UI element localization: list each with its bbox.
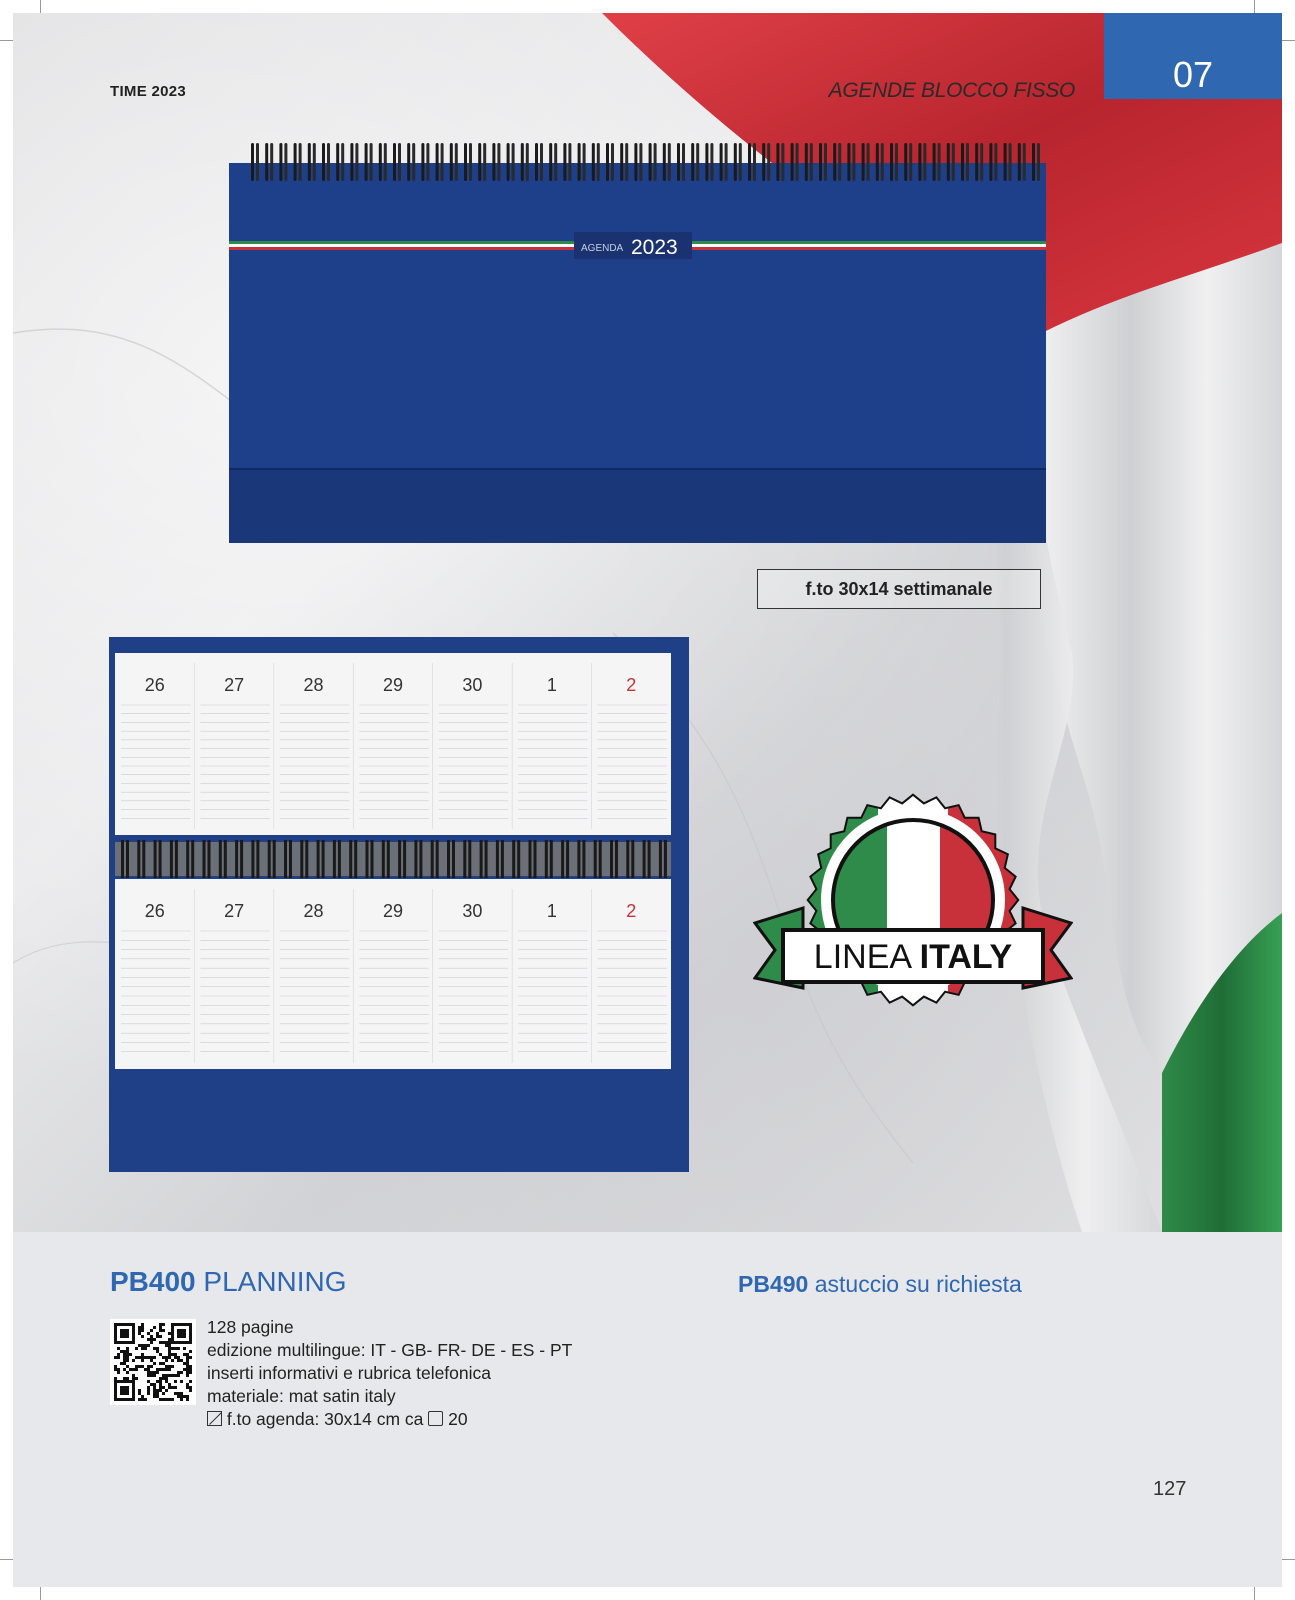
spiral-ring — [305, 840, 308, 878]
spiral-ring — [492, 143, 495, 181]
spiral-ring — [419, 840, 422, 878]
spiral-ring — [862, 143, 865, 181]
spiral-ring — [563, 143, 566, 181]
spiral-ring — [268, 840, 271, 878]
spiral-ring — [938, 143, 941, 181]
spiral-ring — [1032, 143, 1035, 181]
page-number: 127 — [1153, 1478, 1187, 1500]
spiral-ring — [947, 143, 950, 181]
spiral-ring — [455, 143, 458, 181]
spiral-ring — [208, 840, 211, 878]
badge-text-bold: ITALY — [919, 938, 1013, 976]
spiral-ring — [365, 143, 368, 181]
day-number: 1 — [546, 901, 557, 921]
spiral-ring — [847, 143, 850, 181]
spiral-ring — [517, 840, 520, 878]
spiral-ring — [1037, 143, 1040, 181]
spiral-ring — [923, 143, 926, 181]
spec-line: edizione multilingue: IT - GB- FR- DE - ES - PT — [207, 1340, 573, 1360]
spiral-ring — [235, 840, 238, 878]
spiral-ring — [121, 840, 124, 878]
day-number: 1 — [546, 675, 557, 695]
product-title — [110, 1266, 347, 1298]
spiral-ring — [691, 143, 694, 181]
spiral-ring — [521, 143, 524, 181]
product-name: PLANNING — [195, 1266, 347, 1297]
spiral-ring — [626, 840, 629, 878]
spiral-ring — [668, 143, 671, 181]
spiral-ring — [300, 840, 303, 878]
spiral-ring — [219, 840, 222, 878]
spiral-ring — [631, 840, 634, 878]
spiral-ring — [682, 143, 685, 181]
spiral-ring — [549, 143, 552, 181]
spiral-ring — [256, 143, 259, 181]
spiral-ring — [1023, 143, 1026, 181]
day-number: 2 — [626, 901, 637, 921]
spiral-ring — [512, 840, 515, 878]
cover-label-year: 2023 — [631, 236, 678, 259]
spiral-ring — [791, 143, 794, 181]
spiral-ring — [933, 143, 936, 181]
spiral-ring — [501, 840, 504, 878]
spiral-ring — [414, 840, 417, 878]
spiral-ring — [994, 143, 997, 181]
spiral-ring — [338, 840, 341, 878]
spiral-ring — [421, 143, 424, 181]
spec-line: inserti informativi e rubrica telefonica — [207, 1363, 492, 1383]
spiral-ring — [371, 840, 374, 878]
spiral-ring — [659, 840, 662, 878]
spiral-ring — [705, 143, 708, 181]
spiral-ring — [909, 143, 912, 181]
spiral-ring — [796, 143, 799, 181]
spiral-ring — [398, 840, 401, 878]
spiral-ring — [748, 143, 751, 181]
spiral-ring — [696, 143, 699, 181]
day-number: 29 — [382, 675, 404, 695]
spiral-ring — [561, 840, 564, 878]
spiral-ring — [819, 143, 822, 181]
spiral-ring — [366, 840, 369, 878]
spiral-ring — [407, 143, 410, 181]
spiral-ring — [273, 840, 276, 878]
spiral-ring — [450, 143, 453, 181]
spiral-ring — [154, 840, 157, 878]
spiral-ring — [648, 840, 651, 878]
spiral-ring — [952, 143, 955, 181]
agenda-cover-image — [229, 133, 1073, 558]
spiral-ring — [554, 143, 557, 181]
spiral-ring — [379, 143, 382, 181]
spiral-ring — [739, 143, 742, 181]
spiral-ring — [762, 143, 765, 181]
spiral-ring — [975, 143, 978, 181]
spiral-ring — [634, 143, 637, 181]
product-specs — [207, 1316, 572, 1431]
spiral-ring — [654, 143, 657, 181]
spiral-ring — [663, 143, 666, 181]
spiral-ring — [265, 143, 268, 181]
spiral-ring — [734, 143, 737, 181]
spiral-ring — [384, 143, 387, 181]
spiral-ring — [333, 840, 336, 878]
spiral-ring — [469, 143, 472, 181]
spec-line-material — [207, 1385, 572, 1408]
spiral-ring — [583, 143, 586, 181]
spiral-ring — [452, 840, 455, 878]
section-title: AGENDE BLOCCO FISSO — [828, 79, 1075, 102]
spiral-ring — [159, 840, 162, 878]
spiral-ring — [251, 143, 254, 181]
spiral-ring — [599, 840, 602, 878]
format-icon — [207, 1411, 222, 1426]
day-number: 27 — [224, 675, 245, 695]
spiral-ring — [256, 840, 259, 878]
spiral-ring — [805, 143, 808, 181]
spiral-ring — [322, 143, 325, 181]
spiral-ring — [170, 840, 173, 878]
day-number: 30 — [462, 675, 483, 695]
spiral-ring — [582, 840, 585, 878]
spiral-ring — [649, 143, 652, 181]
qr-code[interactable] — [110, 1319, 196, 1405]
spiral-ring — [341, 143, 344, 181]
spiral-ring — [496, 840, 499, 878]
spiral-ring — [426, 143, 429, 181]
product-code: PB400 — [110, 1266, 196, 1297]
spiral-ring — [594, 840, 597, 878]
spiral-ring — [918, 143, 921, 181]
spec-line-format — [207, 1408, 572, 1431]
spiral-ring — [512, 143, 515, 181]
day-number: 30 — [462, 901, 483, 921]
hero-photo — [13, 13, 1282, 1232]
spiral-ring — [355, 143, 358, 181]
day-number: 2 — [626, 675, 637, 695]
spiral-ring — [308, 143, 311, 181]
catalog-page — [13, 13, 1282, 1587]
spiral-ring — [625, 143, 628, 181]
spiral-ring — [610, 840, 613, 878]
spiral-ring — [980, 143, 983, 181]
spiral-ring — [186, 840, 189, 878]
spiral-ring — [904, 143, 907, 181]
spiral-ring — [412, 143, 415, 181]
spiral-ring — [354, 840, 357, 878]
side-product-code: PB490 — [738, 1271, 809, 1297]
spiral-ring — [643, 840, 646, 878]
day-number: 28 — [303, 901, 324, 921]
spiral-ring — [725, 143, 728, 181]
spiral-ring — [966, 143, 969, 181]
spiral-ring — [224, 840, 227, 878]
spiral-ring — [550, 840, 553, 878]
spiral-ring — [767, 143, 770, 181]
spiral-ring — [824, 143, 827, 181]
spiral-ring — [526, 143, 529, 181]
spiral-ring — [463, 840, 466, 878]
spiral-ring — [1009, 143, 1012, 181]
spiral-ring — [336, 143, 339, 181]
spiral-ring — [545, 840, 548, 878]
day-number: 27 — [224, 901, 245, 921]
spiral-ring — [313, 143, 316, 181]
spiral-ring — [126, 840, 129, 878]
spiral-ring — [1018, 143, 1021, 181]
day-number: 28 — [303, 675, 324, 695]
spiral-ring — [284, 143, 287, 181]
spiral-ring — [137, 840, 140, 878]
spiral-ring — [597, 143, 600, 181]
spiral-ring — [349, 840, 352, 878]
cover-label-small: AGENDA — [581, 243, 624, 254]
spiral-ring — [431, 840, 434, 878]
side-product-title — [738, 1271, 1022, 1298]
spiral-ring — [507, 143, 510, 181]
spiral-ring — [480, 840, 483, 878]
spiral-ring — [294, 143, 297, 181]
spiral-ring — [464, 143, 467, 181]
format-label: f.to agenda: 30x14 cm ca — [222, 1409, 429, 1429]
spiral-ring — [776, 143, 779, 181]
material-label: materiale: — [207, 1386, 289, 1406]
side-product-text: astuccio su richiesta — [808, 1271, 1022, 1297]
spiral-ring — [436, 143, 439, 181]
spiral-ring — [720, 143, 723, 181]
spiral-ring — [867, 143, 870, 181]
spiral-ring — [478, 143, 481, 181]
spiral-ring — [468, 840, 471, 878]
spiral-ring — [810, 143, 813, 181]
pack-quantity: 20 — [443, 1409, 468, 1429]
spiral-ring — [540, 143, 543, 181]
spiral-ring — [578, 143, 581, 181]
spec-line: 128 pagine — [207, 1317, 294, 1337]
spiral-ring — [317, 840, 320, 878]
spiral-ring — [398, 143, 401, 181]
spiral-ring — [568, 143, 571, 181]
spiral-ring — [203, 840, 206, 878]
spiral-ring — [403, 840, 406, 878]
spiral-ring — [566, 840, 569, 878]
spiral-ring — [393, 143, 396, 181]
spiral-ring — [615, 840, 618, 878]
spiral-ring — [370, 143, 373, 181]
spiral-ring — [175, 840, 178, 878]
planner-spread-image — [109, 637, 689, 1172]
spiral-ring — [781, 143, 784, 181]
badge-text-light: LINEA — [813, 938, 920, 976]
chapter-number: 07 — [1104, 13, 1282, 99]
spiral-ring — [447, 840, 450, 878]
spiral-ring — [710, 143, 713, 181]
spiral-ring — [677, 143, 680, 181]
spiral-ring — [529, 840, 532, 878]
spiral-ring — [611, 143, 614, 181]
spiral-ring — [664, 840, 667, 878]
spiral-ring — [639, 143, 642, 181]
spiral-ring — [497, 143, 500, 181]
spiral-ring — [270, 143, 273, 181]
spiral-ring — [299, 143, 302, 181]
spiral-ring — [577, 840, 580, 878]
spiral-ring — [535, 143, 538, 181]
spiral-ring — [284, 840, 287, 878]
spiral-ring — [485, 840, 488, 878]
spiral-ring — [989, 143, 992, 181]
spiral-ring — [606, 143, 609, 181]
day-number: 29 — [382, 901, 404, 921]
spiral-ring — [753, 143, 756, 181]
spiral-ring — [142, 840, 145, 878]
spiral-ring — [592, 143, 595, 181]
spiral-ring — [881, 143, 884, 181]
svg-text:LINEA ITALY — [814, 938, 1013, 976]
spiral-ring — [251, 840, 254, 878]
format-caption: f.to 30x14 settimanale — [757, 569, 1041, 609]
spiral-ring — [279, 143, 282, 181]
spiral-ring — [327, 143, 330, 181]
spiral-ring — [620, 143, 623, 181]
spiral-ring — [890, 143, 893, 181]
catalog-label: TIME 2023 — [110, 83, 187, 100]
spiral-ring — [1004, 143, 1007, 181]
box-icon — [428, 1411, 443, 1426]
spiral-ring — [961, 143, 964, 181]
linea-italy-badge — [753, 788, 1073, 1033]
spiral-ring — [350, 143, 353, 181]
spiral-ring — [833, 143, 836, 181]
spiral-ring — [441, 143, 444, 181]
spiral-ring — [895, 143, 898, 181]
spiral-ring — [838, 143, 841, 181]
material-value: mat satin italy — [288, 1386, 396, 1406]
spiral-ring — [322, 840, 325, 878]
day-number: 26 — [144, 901, 165, 921]
spiral-ring — [483, 143, 486, 181]
spiral-ring — [534, 840, 537, 878]
spiral-ring — [240, 840, 243, 878]
spiral-ring — [387, 840, 390, 878]
day-number: 26 — [144, 675, 165, 695]
spiral-ring — [852, 143, 855, 181]
spiral-ring — [876, 143, 879, 181]
spiral-ring — [382, 840, 385, 878]
spiral-ring — [436, 840, 439, 878]
spiral-ring — [289, 840, 292, 878]
spiral-ring — [191, 840, 194, 878]
